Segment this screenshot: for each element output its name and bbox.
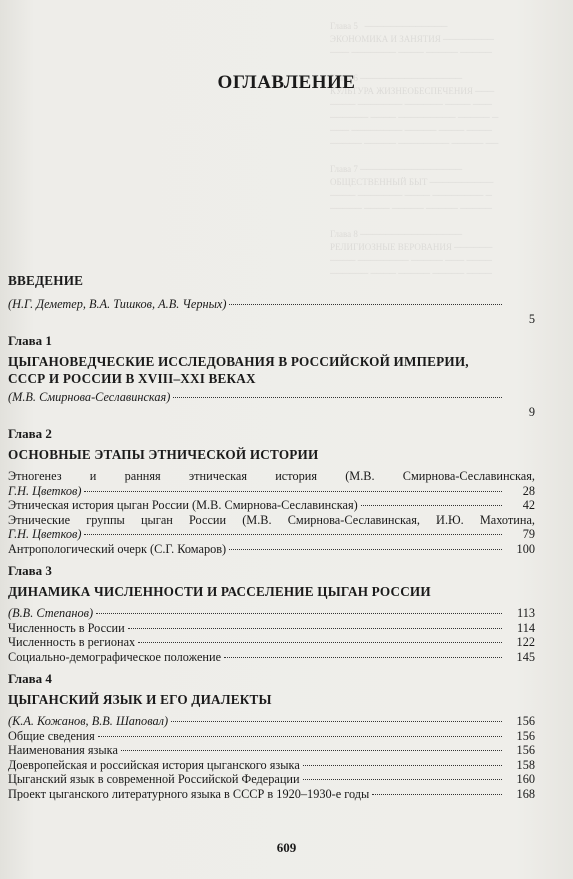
entry-text: Численность в регионах: [8, 635, 136, 649]
entry-page: 79: [522, 527, 535, 541]
entry-page: 113: [517, 606, 535, 620]
entry-text: Наименования языка: [8, 743, 118, 757]
entry-page: 160: [516, 772, 535, 786]
entry-text: (В.В. Степанов): [8, 606, 94, 620]
toc-entry[interactable]: [8, 772, 535, 787]
dot-leader: [96, 613, 502, 614]
entry-text: Численность в России: [8, 620, 125, 635]
toc-entry[interactable]: [8, 542, 535, 557]
chapter-3-label: Глава 3: [8, 563, 52, 578]
chapter-1-label: Глава 1: [8, 333, 52, 348]
dot-leader: [303, 765, 502, 766]
entry-page: 145: [516, 649, 535, 664]
toc-entry[interactable]: [8, 743, 535, 758]
toc-entry[interactable]: [8, 714, 535, 729]
entry-page: 122: [516, 635, 535, 649]
entry-text-line2: Г.Н. Цветков): [8, 483, 82, 498]
toc-entry[interactable]: [8, 621, 535, 636]
entry-page: 114: [517, 620, 535, 635]
chapter-1-page: 9: [528, 404, 535, 419]
dot-leader: [173, 397, 502, 398]
entry-text: Антропологический очерк (С.Г. Комаров): [8, 541, 227, 556]
entry-page: 42: [522, 498, 535, 512]
dot-leader: [303, 779, 502, 780]
entry-text: Цыганский язык в современной Российской Федерации: [8, 772, 300, 786]
entry-page: 168: [516, 786, 535, 801]
table-of-contents: [8, 268, 535, 801]
dot-leader: [361, 505, 502, 506]
entry-text-line1: Этногенез и ранняя этническая история (М.В. Смирнова-Сеславинская,: [8, 469, 535, 483]
entry-page: 156: [516, 743, 535, 757]
toc-entry-intro[interactable]: [8, 297, 535, 326]
toc-entry[interactable]: [8, 498, 535, 513]
dot-leader: [84, 534, 502, 535]
dot-leader: [171, 721, 502, 722]
page-title: ОГЛАВЛЕНИЕ: [217, 72, 356, 93]
toc-entry[interactable]: [8, 758, 535, 773]
dot-leader: [128, 628, 502, 629]
chapter-2-label: Глава 2: [8, 426, 52, 441]
dot-leader: [84, 491, 502, 492]
toc-entry[interactable]: [8, 469, 535, 498]
toc-entry[interactable]: [8, 513, 535, 542]
dot-leader: [229, 304, 502, 305]
entry-text: Социально-демографическое положение: [8, 649, 222, 664]
bleed-through-text: Глава 5 ───────────── ЭКОНОМИКА И ЗАНЯТИЯ ──────── ─── ─────── ──── ───── ───── Глава 6 ──────────────── КУЛЬТУРА ЖИЗНЕОБЕСПЕЧЕНИЯ ─── ──── ─────── ────── ──── ─── ────── ──── ───────── ───── ─ ─── ──────── ───── ──── ──── ───── ───── ──────── ───── ── Глава 7 ──────────────── ОБЩЕСТВЕННЫЙ БЫТ ────────── ──── ─────── ──── ──────── ─ ───── ──── ───── ───── ───── Глава 8 ──────────────── РЕЛИГИОЗНЫЕ ВЕРОВАНИЯ ────── ──── ──────── ───── ─── ──── ────── ──── ───── ───── ────: [330, 21, 499, 278]
chapter-1-title: ЦЫГАНОВЕДЧЕСКИЕ ИССЛЕДОВАНИЯ В РОССИЙСКОЙ ИМПЕРИИ, СССР И РОССИИ В XVIII–XXI ВЕКАХ: [8, 354, 469, 386]
entry-page: 158: [516, 757, 535, 772]
toc-entry-chapter-1[interactable]: [8, 390, 535, 419]
dot-leader: [138, 642, 502, 643]
entry-text: Проект цыганского литературного языка в СССР в 1920–1930-е годы: [8, 786, 370, 801]
dot-leader: [121, 750, 502, 751]
chapter-4-title: ЦЫГАНСКИЙ ЯЗЫК И ЕГО ДИАЛЕКТЫ: [8, 692, 272, 707]
entry-page: 100: [516, 541, 535, 556]
chapter-4-label: Глава 4: [8, 671, 52, 686]
page-number: 609: [276, 840, 297, 855]
chapter-1-authors: (М.В. Смирнова-Сеславинская): [8, 390, 171, 404]
entry-page: 156: [516, 728, 535, 743]
dot-leader: [229, 549, 502, 550]
entry-text-line1: Этнические группы цыган России (М.В. Смирнова-Сеславинская, И.Ю. Махотина,: [8, 512, 535, 527]
chapter-2-title: ОСНОВНЫЕ ЭТАПЫ ЭТНИЧЕСКОЙ ИСТОРИИ: [8, 447, 319, 462]
entry-page: 156: [516, 714, 535, 728]
entry-text: (К.А. Кожанов, В.В. Шаповал): [8, 714, 169, 728]
entry-text: Доевропейская и российская история цыганского языка: [8, 757, 300, 772]
intro-heading: ВВЕДЕНИЕ: [8, 273, 84, 288]
dot-leader: [372, 794, 502, 795]
dot-leader: [224, 657, 502, 658]
toc-entry[interactable]: [8, 635, 535, 650]
toc-entry[interactable]: [8, 606, 535, 621]
entry-text-line2: Г.Н. Цветков): [8, 527, 82, 541]
entry-text: Общие сведения: [8, 728, 95, 743]
toc-entry[interactable]: [8, 650, 535, 665]
entry-page: 28: [522, 483, 535, 498]
dot-leader: [98, 736, 502, 737]
intro-page: 5: [528, 311, 535, 326]
entry-text: Этническая история цыган России (М.В. Смирнова-Сеславинская): [8, 498, 358, 512]
toc-entry[interactable]: [8, 729, 535, 744]
intro-authors: (Н.Г. Деметер, В.А. Тишков, А.В. Черных): [8, 297, 227, 311]
chapter-3-title: ДИНАМИКА ЧИСЛЕННОСТИ И РАССЕЛЕНИЕ ЦЫГАН РОССИИ: [8, 584, 431, 599]
toc-entry[interactable]: [8, 787, 535, 802]
